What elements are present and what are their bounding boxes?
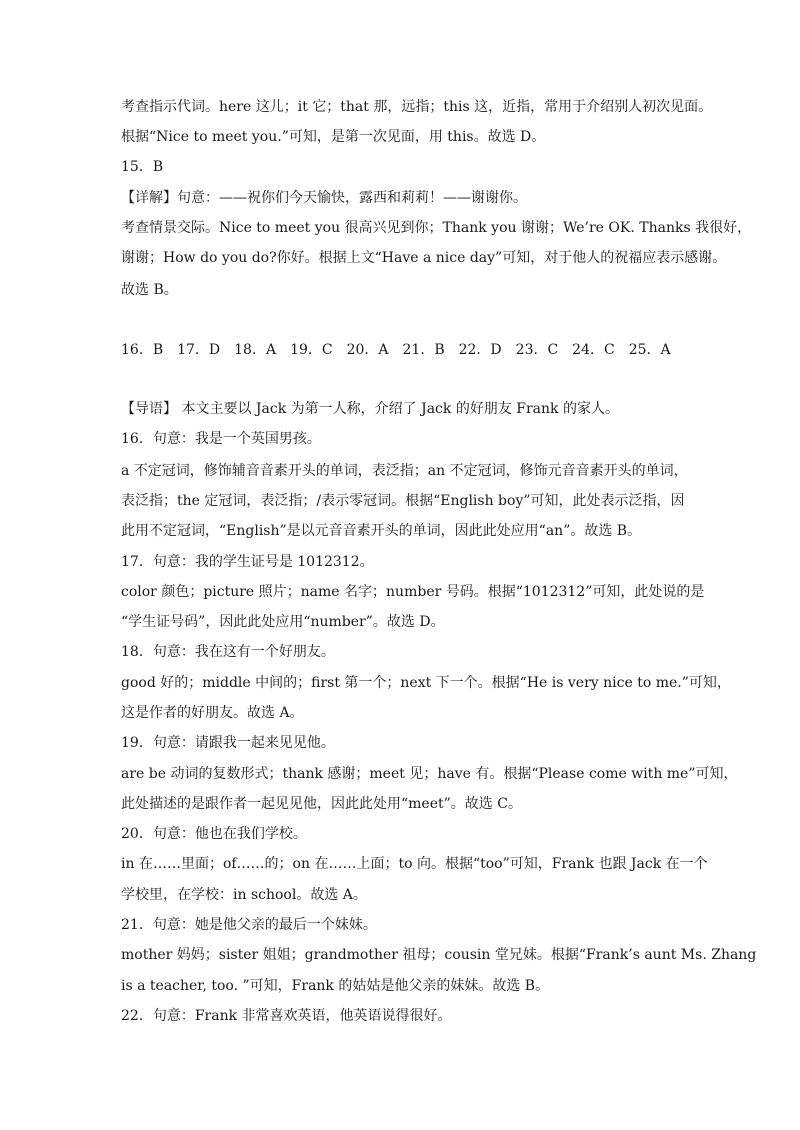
q16-meaning: 16．句意：我是一个英国男孩。 [121,431,321,447]
text-line-24: in 在……里面；of……的；on 在……上面；to 向。根据“too”可知，Frank 也跟 Jack 在一个 [121,856,708,872]
text-line-2: 根据“Nice to meet you.”可知，是第一次见面，用 this。故选 D。 [121,129,546,145]
text-line-6: 谢谢；How do you do?你好。根据上文“Have a nice day”可知，对于他人的祝福应表示感谢。 [121,250,727,266]
text-line-13: 此用不定冠词，“English”是以元音音素开头的单词，因此此处应用“an”。故选 B。 [121,523,642,539]
answer-15: 15．B [121,159,164,175]
text-line-18: good 好的；middle 中间的；first 第一个；next 下一个。根据“He is very nice to me.”可知， [121,675,731,691]
q19-meaning: 19．句意：请跟我一起来见见他。 [121,735,335,751]
q18-meaning: 18．句意：我在这有一个好朋友。 [121,644,335,660]
text-line-27: mother 妈妈；sister 姐姐；grandmother 祖母；cousin 堂兄妹。根据“Frank’s aunt Ms. Zhang [121,947,757,963]
text-line-21: are be 动词的复数形式；thank 感谢；meet 见；have 有。根据“Please come with me”可知， [121,766,738,782]
text-line-19: 这是作者的好朋友。故选 A。 [121,705,304,721]
answer-key-16-25: 16．B 17．D 18．A 19．C 20．A 21．B 22．D 23．C 24．C 25．A [121,342,671,358]
text-line-25: 学校里，在学校：in school。故选 A。 [121,887,367,903]
text-line-1: 考查指示代词。here 这儿；it 它；that 那，远指；this 这，近指，常用于介绍别人初次见面。 [121,99,713,115]
q20-meaning: 20．句意：他也在我们学校。 [121,826,307,842]
text-line-7: 故选 B。 [121,282,178,298]
text-line-4: 【详解】句意：——祝你们今天愉快，露西和莉莉！——谢谢你。 [121,190,527,206]
q17-meaning: 17．句意：我的学生证号是 1012312。 [121,554,374,570]
intro-guide: 【导语】 本文主要以 Jack 为第一人称，介绍了 Jack 的好朋友 Frank 的家人。 [121,401,619,417]
text-line-15: color 颜色；picture 照片；name 名字；number 号码。根据“1012312”可知，此处说的是 [121,584,705,600]
text-line-22: 此处描述的是跟作者一起见见他，因此此处用“meet”。故选 C。 [121,796,522,812]
text-line-28: is a teacher, too. ”可知，Frank 的姑姑是他父亲的妹妹。故选 B。 [121,978,550,994]
text-line-16: “学生证号码”，因此此处应用“number”。故选 D。 [121,614,445,630]
text-line-5: 考查情景交际。Nice to meet you 很高兴见到你；Thank you 谢谢；We’re OK. Thanks 我很好， [121,220,752,236]
text-line-11: a 不定冠词，修饰辅音音素开头的单词，表泛指；an 不定冠词，修饰元音音素开头的单词， [121,463,688,479]
text-line-12: 表泛指；the 定冠词，表泛指；/表示零冠词。根据“English boy”可知，此处表示泛指，因 [121,493,685,509]
q21-meaning: 21．句意：她是他父亲的最后一个妹妹。 [121,917,377,933]
q22-meaning: 22．句意：Frank 非常喜欢英语，他英语说得很好。 [121,1008,452,1024]
